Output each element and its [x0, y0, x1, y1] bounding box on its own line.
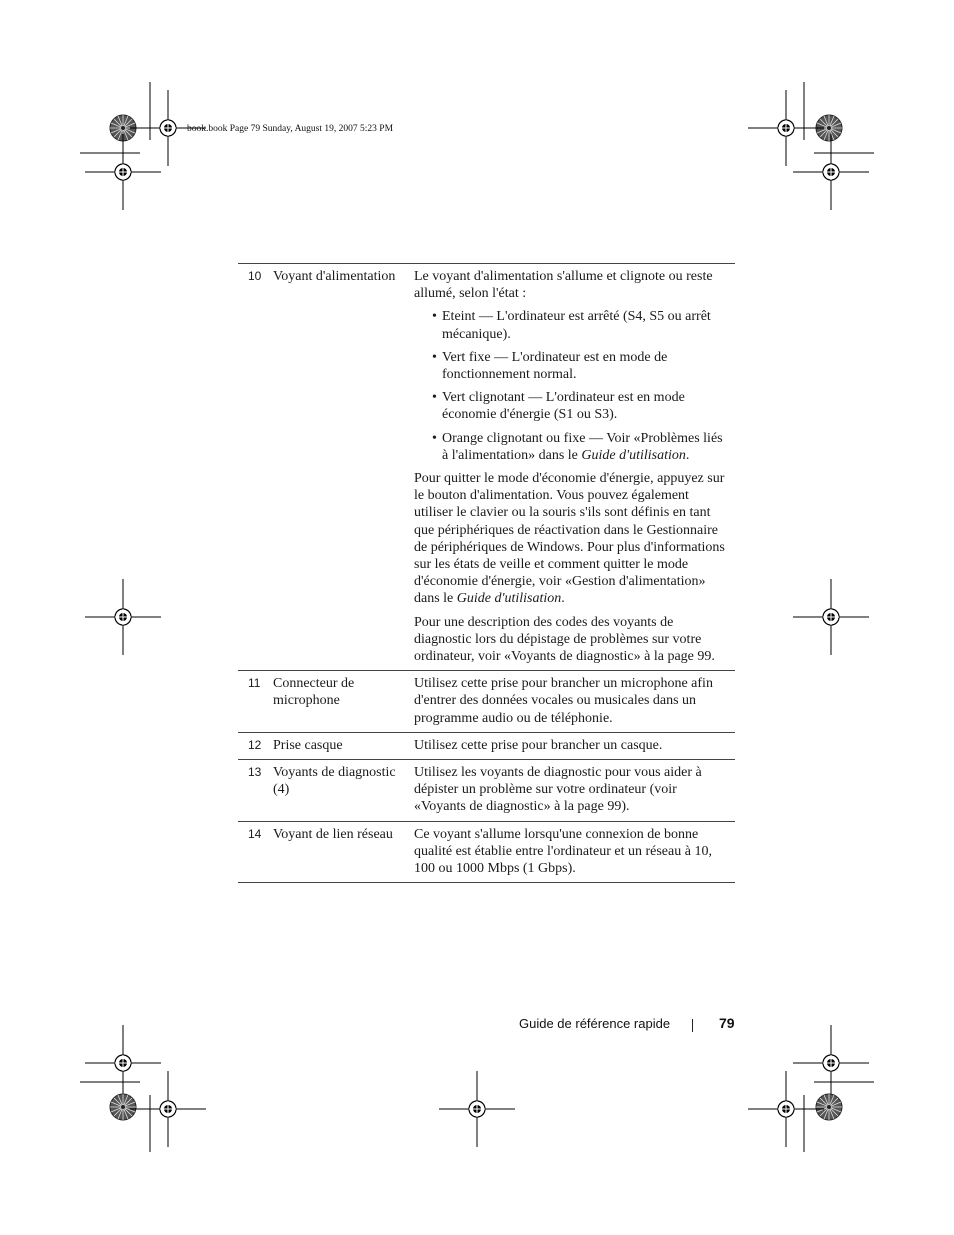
registration-cross-bottom-left — [130, 1071, 206, 1147]
row-number: 10 — [248, 269, 262, 283]
registration-cross-top-right — [748, 90, 824, 166]
feature-description — [414, 268, 735, 665]
feature-description: Utilisez les voyants de diagnostic pour vous aider à dépister un problème sur votre ordinateur (voir «Voyants de diagnostic» à la page 99). — [414, 765, 702, 815]
table-row — [238, 264, 735, 671]
print-info-header: book.book Page 79 Sunday, August 19, 2007 5:23 PM — [187, 124, 394, 134]
page-number: 79 — [719, 1015, 735, 1031]
list-item: • Orange clignotant ou fixe — Voir «Problèmes liés à l'alimentation» dans le Guide d'utilisation. — [432, 430, 723, 463]
status-list — [414, 308, 731, 464]
registration-cross-right-top — [793, 134, 869, 210]
feature-name: Prise casque — [273, 737, 343, 753]
table-row — [238, 671, 735, 733]
registration-cross-left-middle — [85, 579, 161, 655]
table-row — [238, 733, 735, 760]
feature-name: Voyant d'alimentation — [273, 269, 396, 284]
feature-name: Voyant de lien réseau — [273, 826, 393, 842]
list-item: • Eteint — L'ordinateur est arrêté (S4, S5 ou arrêt mécanique). — [432, 309, 711, 342]
registration-cross-bottom-center — [439, 1071, 515, 1147]
footer-title: Guide de référence rapide — [519, 1016, 671, 1031]
feature-description: Utilisez cette prise pour brancher un microphone afin d'entrer des données vocales ou musicales dans un programme audio ou de téléphonie. — [414, 676, 713, 726]
registration-cross-left-top — [85, 134, 161, 210]
feature-name: Voyants de diagnostic (4) — [273, 765, 396, 798]
description-intro: Le voyant d'alimentation s'allume et clignote ou reste allumé, selon l'état : — [414, 269, 713, 302]
table-row — [238, 822, 735, 884]
row-number: 12 — [248, 737, 262, 752]
description-paragraph: Pour quitter le mode d'économie d'énergie, appuyez sur le bouton d'alimentation. Vous pouvez également utiliser le clavier ou la souris s'ils sont définis en tant que périphériques de réactivation dans le Gestionnaire de périphériques de Windows. Pour plus d'informations sur les états de veille et comment quitter le mode d'économie d'énergie, voir «Gestion d'alimentation» dans le Guide d'utilisation. — [414, 471, 725, 607]
registration-star-bottom-right — [816, 1094, 842, 1120]
registration-cross-right-middle — [793, 579, 869, 655]
row-number: 11 — [248, 676, 261, 691]
feature-description: Ce voyant s'allume lorsqu'une connexion de bonne qualité est établie entre l'ordinateur et un réseau à 10, 100 ou 1000 Mbps (1 Gbps). — [414, 826, 712, 877]
list-item: • Vert fixe — L'ordinateur est en mode de fonctionnement normal. — [432, 349, 668, 383]
description-paragraph: Pour une description des codes des voyants de diagnostic lors du dépistage de problèmes sur votre ordinateur, voir «Voyants de diagnostic» à la page 99. — [414, 614, 715, 665]
registration-cross-right-bottom — [793, 1025, 869, 1101]
features-table — [238, 263, 735, 883]
registration-cross-left-bottom — [85, 1025, 161, 1101]
feature-description: Utilisez cette prise pour brancher un casque. — [414, 737, 663, 753]
registration-cross-bottom-right — [748, 1071, 824, 1147]
footer-divider — [692, 1019, 693, 1032]
table-row — [238, 760, 735, 822]
feature-name: Connecteur de microphone — [273, 676, 355, 709]
list-item: • Vert clignotant — L'ordinateur est en mode économie d'énergie (S1 ou S3). — [432, 390, 685, 423]
registration-star-bottom-left — [110, 1094, 136, 1120]
row-number: 13 — [248, 765, 262, 780]
row-number: 14 — [248, 826, 262, 841]
